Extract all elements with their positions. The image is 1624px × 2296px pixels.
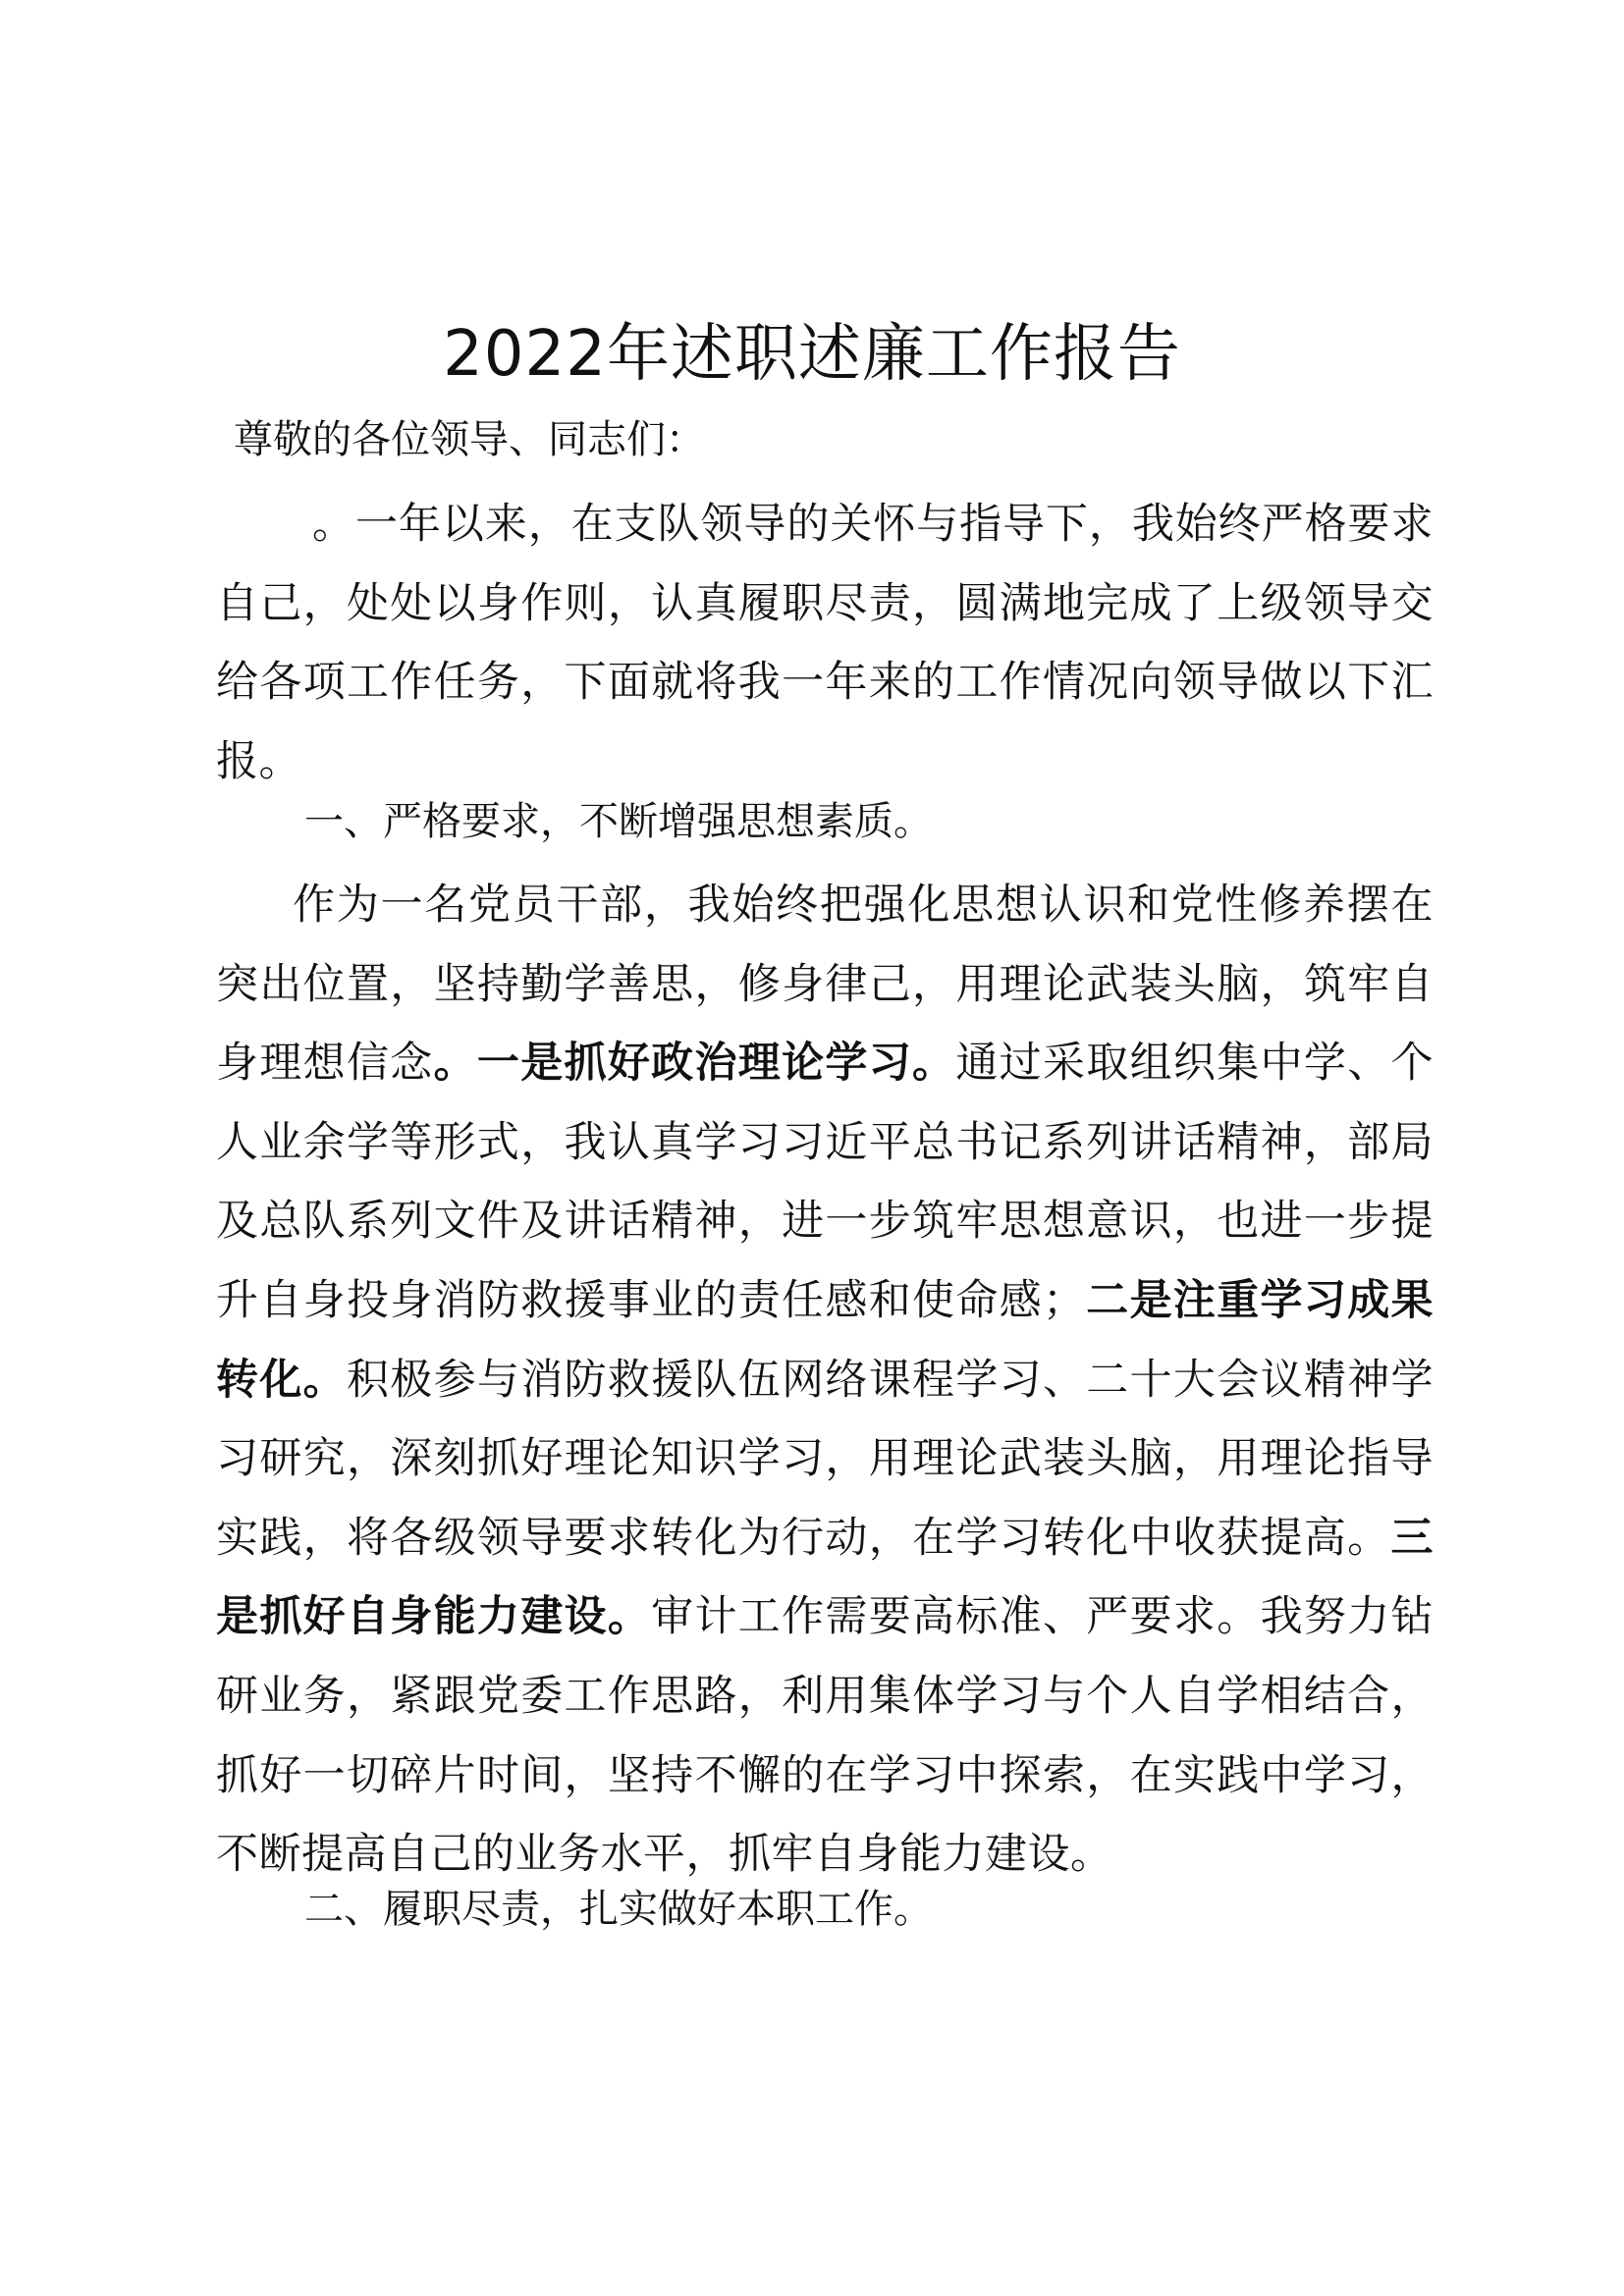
intro-paragraph: 。一年以来，在支队领导的关怀与指导下，我始终严格要求自己，处处以身作则，认真履职尽责，圆满地完成了上级领导交给各项工作任务，下面就将我一年来的工作情况向领导做以下汇报。 xyxy=(216,500,1434,786)
section-heading-1: 一、严格要求，不断增强思想素质。 xyxy=(304,799,933,844)
section-1-text-2: 通过采取组织集中学、个人业余学等形式，我认真学习习近平总书记系列讲话精神，部局及总队系列文件及讲话精神，进一步筑牢思想意识，也进一步提升自身投身消防救援事业的责任感和使命感； xyxy=(216,1039,1435,1325)
section-1-text-3: 积极参与消防救援队伍网络课程学习、二十大会议精神学习研究，深刻抓好理论知识学习，用理论武装头脑，用理论指导实践，将各级领导要求转化为行动，在学习转化中收获提高。 xyxy=(216,1355,1435,1563)
document-title: 2022年述职述廉工作报告 xyxy=(443,318,1181,391)
section-1-bold-1: 。一是抓好政治理论学习。 xyxy=(433,1039,956,1089)
section-1-paragraph xyxy=(216,866,1434,1895)
section-heading-2: 二、履职尽责，扎实做好本职工作。 xyxy=(304,1887,933,1932)
section-1-text-4: 审计工作需要高标准、严要求。我努力钻研业务，紧跟党委工作思路，利用集体学习与个人自学相结合，抓好一切碎片时间，坚持不懈的在学习中探索，在实践中学习，不断提高自己的业务水平，抓牢自身能力建设。 xyxy=(216,1592,1435,1880)
salutation: 尊敬的各位领导、同志们： xyxy=(234,417,705,462)
section-1-bold-3: 三是抓好自身能力建设。 xyxy=(216,1513,1434,1642)
section-1-text-1: 作为一名党员干部，我始终把强化思想认识和党性修养摆在突出位置，坚持勤学善思，修身律己，用理论武装头脑，筑牢自身理想信念 xyxy=(216,881,1434,1089)
section-1-bold-2: 二是注重学习成果转化。 xyxy=(216,1275,1435,1405)
